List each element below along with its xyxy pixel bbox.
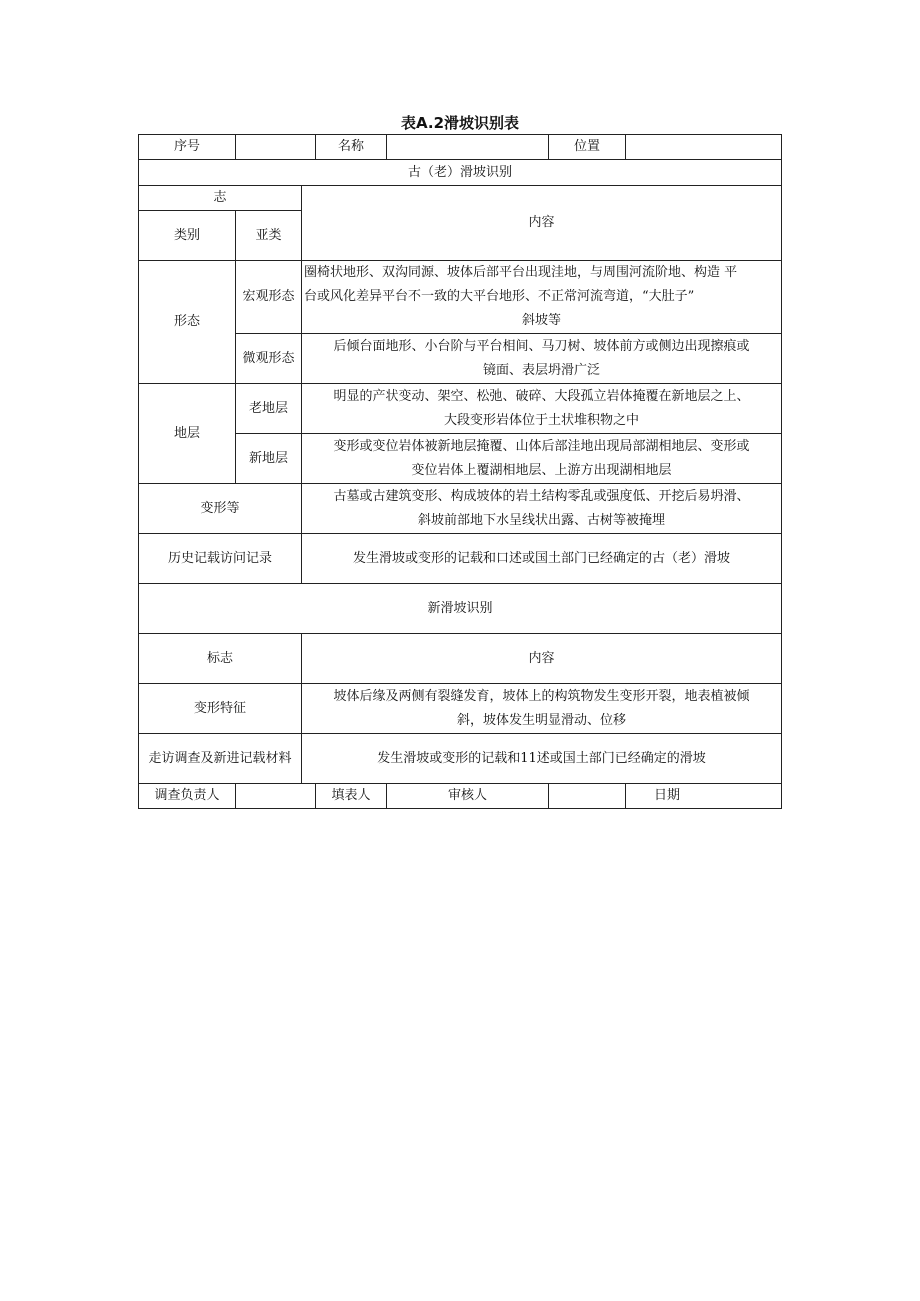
landslide-identification-table xyxy=(138,134,782,809)
old-section-title-row xyxy=(139,160,782,186)
table-row xyxy=(139,534,782,584)
filler-label: 填表人 xyxy=(316,784,387,809)
content-cell xyxy=(302,334,782,384)
content-line: 大段变形岩体位于土状堆积物之中 xyxy=(443,412,639,428)
location-label: 位置 xyxy=(549,135,626,160)
subcategory-header: 亚类 xyxy=(236,211,302,261)
subcategory-cell: 新地层 xyxy=(236,434,302,484)
new-section-title-row xyxy=(139,584,782,634)
table-row xyxy=(139,484,782,534)
content-cell: 发生滑坡或变形的记载和口述或国土部门已经确定的古（老）滑坡 xyxy=(302,534,782,584)
content-line: 古墓或古建筑变形、构成坡体的岩土结构零乱或强度低、开挖后易坍滑、 xyxy=(333,488,750,504)
sign-header: 志 xyxy=(139,186,302,211)
content-header: 内容 xyxy=(302,186,782,261)
table-row xyxy=(139,434,782,484)
table-row xyxy=(139,384,782,434)
content-line: 斜坡等 xyxy=(521,313,561,328)
investigator-value[interactable] xyxy=(236,784,316,809)
visit-label: 走访调查及新进记载材料 xyxy=(139,734,302,784)
table-row xyxy=(139,684,782,734)
content-line: 坡体后缘及两侧有裂缝发育，坡体上的构筑物发生变形开裂，地表植被倾 xyxy=(333,688,750,704)
table-row xyxy=(139,334,782,384)
deform-label: 变形等 xyxy=(139,484,302,534)
content-line: 变形或变位岩体被新地层掩覆、山体后部洼地出现局部湖相地层、变形或 xyxy=(333,438,750,454)
content-line: 斜坡前部地下水呈线状出露、古树等被掩埋 xyxy=(417,512,665,528)
reviewer-value[interactable] xyxy=(549,784,626,809)
content-line: 明显的产状变动、架空、松弛、破碎、大段孤立岩体掩覆在新地层之上、 xyxy=(333,388,750,404)
table-row xyxy=(139,634,782,684)
subcategory-cell: 老地层 xyxy=(236,384,302,434)
investigator-label: 调查负责人 xyxy=(139,784,236,809)
footer-row xyxy=(139,784,782,809)
table-title: 表A.2滑坡识别表 xyxy=(400,114,520,132)
name-value[interactable] xyxy=(387,135,549,160)
date-label: 日期 xyxy=(626,784,782,809)
serial-no-value[interactable] xyxy=(236,135,316,160)
content-line: 台或风化差异平台不一致的大平台地形、不正常河流弯道，“大肚子” xyxy=(304,289,695,304)
new-content-header: 内容 xyxy=(302,634,782,684)
content-cell xyxy=(302,484,782,534)
location-value[interactable] xyxy=(626,135,782,160)
name-label: 名称 xyxy=(316,135,387,160)
content-cell: 发生滑坡或变形的记载和11述或国土部门已经确定的滑坡 xyxy=(302,734,782,784)
category-header: 类别 xyxy=(139,211,236,261)
history-label: 历史记载访问记录 xyxy=(139,534,302,584)
subcategory-cell: 微观形态 xyxy=(236,334,302,384)
content-cell xyxy=(302,434,782,484)
content-cell xyxy=(302,261,782,334)
subcategory-cell: 宏观形态 xyxy=(236,261,302,334)
category-cell: 形态 xyxy=(139,261,236,384)
serial-no-label: 序号 xyxy=(139,135,236,160)
table-row xyxy=(139,261,782,334)
content-line: 圈椅状地形、双沟同源、坡体后部平台出现洼地，与周围河流阶地、构造 平 xyxy=(304,265,738,280)
content-cell xyxy=(302,684,782,734)
new-sign-header: 标志 xyxy=(139,634,302,684)
feature-label: 变形特征 xyxy=(139,684,302,734)
new-section-title: 新滑坡识别 xyxy=(139,584,782,634)
old-section-title: 古（老）滑坡识别 xyxy=(139,160,782,186)
category-cell: 地层 xyxy=(139,384,236,484)
table-row xyxy=(139,734,782,784)
content-line: 镜面、表层坍滑广泛 xyxy=(482,362,600,378)
content-line: 斜，坡体发生明显滑动、位移 xyxy=(456,712,626,728)
header-row xyxy=(139,135,782,160)
content-line: 后倾台面地形、小台阶与平台相间、马刀树、坡体前方或侧边出现擦痕或 xyxy=(333,338,750,354)
content-cell xyxy=(302,384,782,434)
content-line: 变位岩体上覆湖相地层、上游方出现湖相地层 xyxy=(411,462,672,478)
reviewer-label: 审核人 xyxy=(387,784,549,809)
